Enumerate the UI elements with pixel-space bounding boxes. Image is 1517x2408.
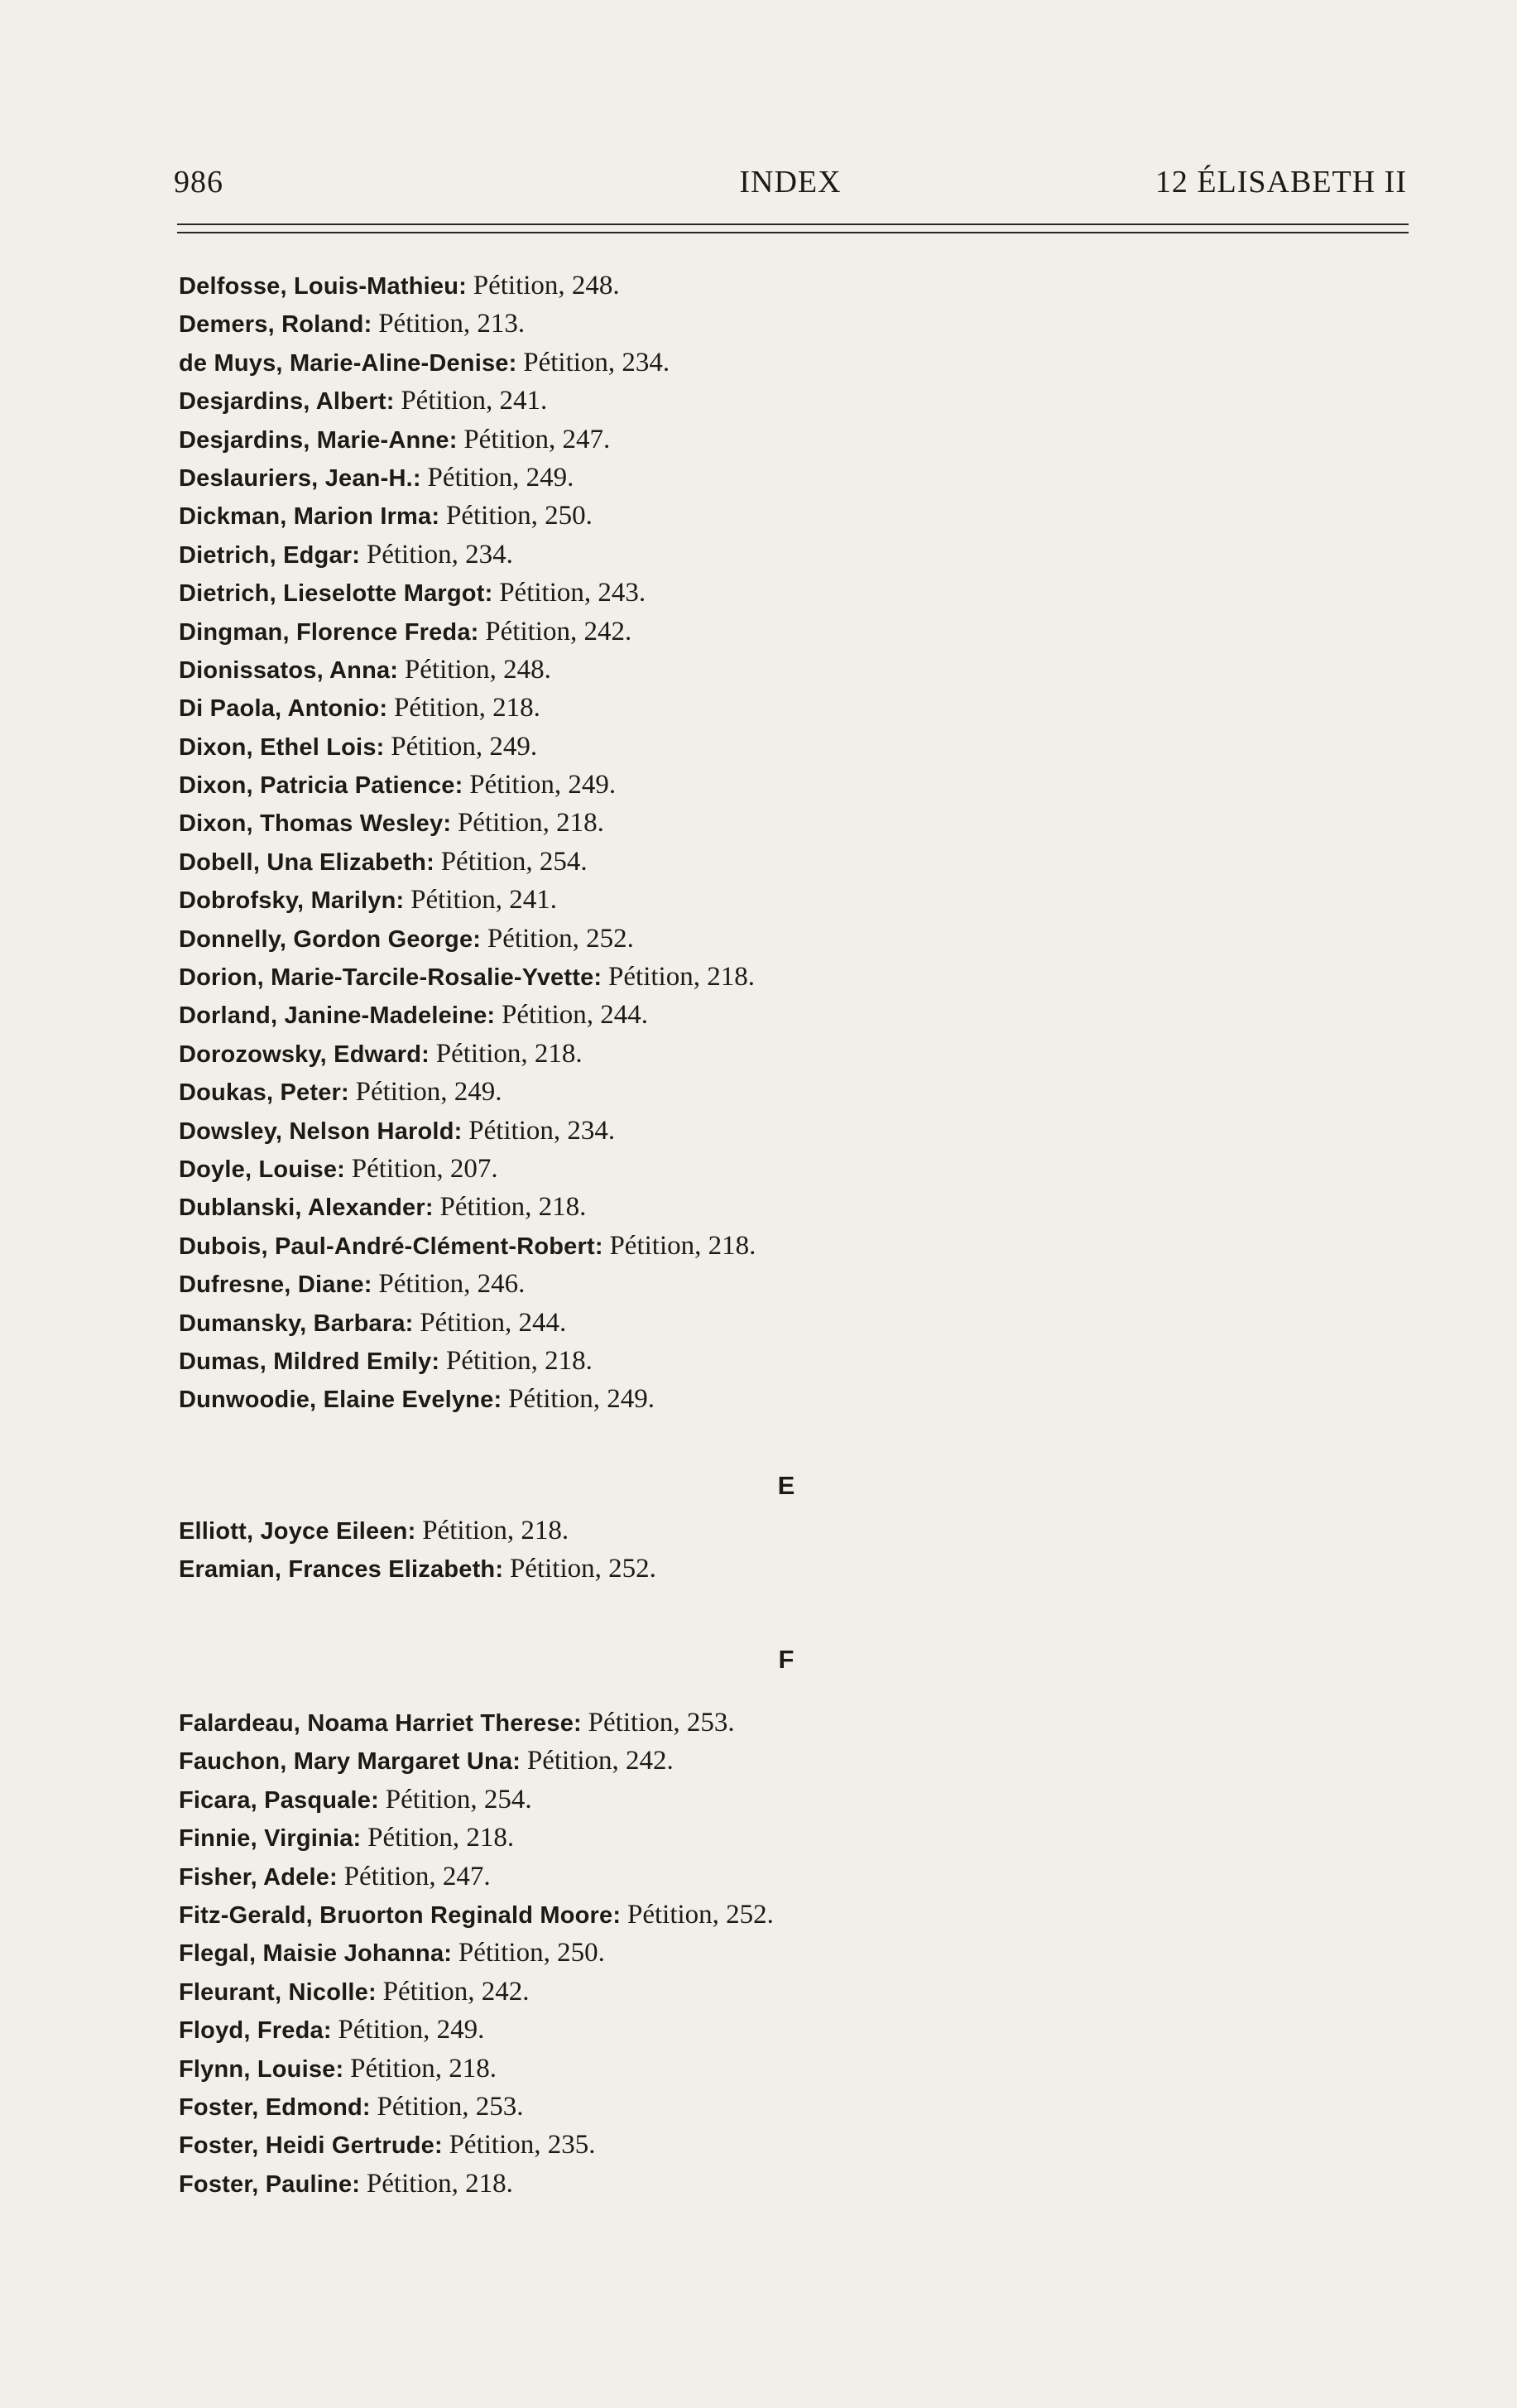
section-letter-f: F bbox=[778, 1645, 795, 1674]
entry-name: Dionissatos, Anna: bbox=[179, 656, 399, 684]
entry-reference: Pétition, 248. bbox=[473, 271, 620, 300]
index-entry bbox=[179, 382, 756, 420]
index-entry bbox=[179, 2165, 774, 2203]
entry-reference: Pétition, 250. bbox=[458, 1938, 605, 1968]
index-entry bbox=[179, 1304, 756, 1342]
entry-name: Dobell, Una Elizabeth: bbox=[179, 848, 434, 876]
entry-reference: Pétition, 249. bbox=[469, 770, 617, 800]
entry-reference: Pétition, 218. bbox=[350, 2053, 497, 2084]
index-entry bbox=[179, 996, 756, 1034]
entry-name: Falardeau, Noama Harriet Therese: bbox=[179, 1710, 582, 1737]
entry-name: Dunwoodie, Elaine Evelyne: bbox=[179, 1387, 502, 1414]
entry-name: Finnie, Virginia: bbox=[179, 1825, 362, 1853]
entry-reference: Pétition, 235. bbox=[449, 2130, 596, 2160]
entry-reference: Pétition, 234. bbox=[366, 539, 513, 570]
index-entry bbox=[179, 2088, 774, 2126]
entry-reference: Pétition, 249. bbox=[391, 731, 538, 762]
entry-reference: Pétition, 247. bbox=[343, 1861, 491, 1891]
entry-name: Foster, Pauline: bbox=[179, 2170, 361, 2198]
entry-reference: Pétition, 218. bbox=[457, 808, 604, 839]
index-entry bbox=[179, 689, 756, 727]
index-entry bbox=[179, 1973, 774, 2011]
entry-reference: Pétition, 249. bbox=[427, 462, 574, 493]
entry-reference: Pétition, 249. bbox=[338, 2015, 485, 2045]
entry-reference: Pétition, 218. bbox=[445, 1345, 593, 1376]
entry-name: Dorion, Marie-Tarcile-Rosalie-Yvette: bbox=[179, 964, 602, 992]
entry-reference: Pétition, 218. bbox=[366, 2168, 513, 2199]
index-entry bbox=[179, 881, 756, 919]
entry-reference: Pétition, 242. bbox=[382, 1976, 530, 2007]
index-entry bbox=[179, 2126, 774, 2164]
index-entry bbox=[179, 1112, 756, 1150]
entry-name: Dufresne, Diane: bbox=[179, 1271, 372, 1299]
entry-reference: Pétition, 246. bbox=[378, 1269, 526, 1300]
entry-reference: Pétition, 252. bbox=[626, 1899, 774, 1930]
index-entry bbox=[179, 536, 756, 574]
entry-reference: Pétition, 247. bbox=[463, 424, 611, 454]
section-letter-e: E bbox=[777, 1471, 795, 1500]
entry-reference: Pétition, 249. bbox=[355, 1077, 502, 1108]
index-entry bbox=[179, 459, 756, 497]
entry-name: Eramian, Frances Elizabeth: bbox=[179, 1556, 504, 1584]
index-entry bbox=[179, 1380, 756, 1418]
entry-name: Di Paola, Antonio: bbox=[179, 695, 388, 723]
index-entry bbox=[179, 1819, 774, 1857]
entry-name: Dickman, Marion Irma: bbox=[179, 503, 440, 531]
index-entry bbox=[179, 1934, 774, 1972]
entry-reference: Pétition, 218. bbox=[609, 1230, 756, 1261]
index-entry bbox=[179, 1265, 756, 1303]
entry-name: Elliott, Joyce Eileen: bbox=[179, 1518, 416, 1545]
entry-name: Fauchon, Mary Margaret Una: bbox=[179, 1748, 521, 1776]
entry-reference: Pétition, 254. bbox=[385, 1784, 532, 1814]
entry-name: Dublanski, Alexander: bbox=[179, 1194, 434, 1222]
index-entry bbox=[179, 766, 756, 804]
index-section-f bbox=[179, 1704, 774, 2203]
index-entry bbox=[179, 2050, 774, 2088]
entry-reference: Pétition, 244. bbox=[502, 1000, 648, 1031]
index-entry bbox=[179, 1073, 756, 1111]
entry-reference: Pétition, 252. bbox=[487, 923, 634, 954]
index-entry bbox=[179, 651, 756, 689]
entry-reference: Pétition, 218. bbox=[394, 693, 540, 723]
entry-reference: Pétition, 241. bbox=[401, 386, 548, 416]
index-entry bbox=[179, 1342, 756, 1380]
index-entry bbox=[179, 958, 756, 996]
entry-name: Donnelly, Gordon George: bbox=[179, 925, 482, 953]
index-entry bbox=[179, 1035, 756, 1073]
entry-reference: Pétition, 242. bbox=[526, 1746, 674, 1776]
entry-reference: Pétition, 254. bbox=[440, 846, 588, 877]
entry-name: Flegal, Maisie Johanna: bbox=[179, 1940, 453, 1968]
index-entry bbox=[179, 2011, 774, 2049]
index-entry bbox=[179, 1704, 774, 1742]
entry-name: Doyle, Louise: bbox=[179, 1156, 345, 1183]
entry-name: Foster, Edmond: bbox=[179, 2093, 371, 2121]
entry-reference: Pétition, 249. bbox=[508, 1384, 655, 1415]
entry-name: Dumansky, Barbara: bbox=[179, 1310, 414, 1337]
entry-reference: Pétition, 218. bbox=[422, 1516, 569, 1545]
entry-reference: Pétition, 234. bbox=[523, 347, 670, 377]
entry-reference: Pétition, 234. bbox=[468, 1115, 616, 1146]
index-section-e bbox=[179, 1512, 656, 1589]
entry-name: Doukas, Peter: bbox=[179, 1079, 349, 1107]
entry-reference: Pétition, 207. bbox=[351, 1153, 498, 1184]
entry-name: Floyd, Freda: bbox=[179, 2017, 332, 2045]
entry-name: Dixon, Patricia Patience: bbox=[179, 772, 463, 800]
entry-reference: Pétition, 243. bbox=[499, 578, 646, 608]
index-entry bbox=[179, 1858, 774, 1896]
index-entry bbox=[179, 1742, 774, 1780]
entry-reference: Pétition, 218. bbox=[435, 1038, 583, 1069]
index-entry bbox=[179, 843, 756, 881]
index-entry bbox=[179, 574, 756, 612]
index-entry bbox=[179, 1550, 656, 1588]
entry-name: Fisher, Adele: bbox=[179, 1863, 338, 1891]
entry-name: de Muys, Marie-Aline-Denise: bbox=[179, 349, 517, 377]
entry-name: Dowsley, Nelson Harold: bbox=[179, 1117, 463, 1145]
entry-name: Dubois, Paul-André-Clément-Robert: bbox=[179, 1233, 603, 1260]
entry-name: Fitz-Gerald, Bruorton Reginald Moore: bbox=[179, 1901, 622, 1929]
index-entry bbox=[179, 267, 756, 305]
entry-name: Desjardins, Marie-Anne: bbox=[179, 426, 458, 454]
index-entry bbox=[179, 1188, 756, 1226]
index-entry bbox=[179, 421, 756, 459]
header-rule-bottom bbox=[177, 232, 1409, 233]
page-number: 986 bbox=[174, 165, 223, 199]
entry-reference: Pétition, 244. bbox=[420, 1307, 567, 1338]
entry-name: Demers, Roland: bbox=[179, 311, 372, 339]
entry-reference: Pétition, 252. bbox=[509, 1554, 656, 1584]
entry-name: Dumas, Mildred Emily: bbox=[179, 1348, 440, 1375]
page-header bbox=[174, 164, 1407, 207]
reign-label: 12 ÉLISABETH II bbox=[1155, 165, 1407, 199]
entry-name: Desjardins, Albert: bbox=[179, 388, 395, 416]
page-title: INDEX bbox=[739, 165, 842, 199]
index-entry bbox=[179, 1227, 756, 1265]
index-entry bbox=[179, 344, 756, 382]
entry-reference: Pétition, 213. bbox=[378, 309, 526, 339]
entry-name: Flynn, Louise: bbox=[179, 2055, 344, 2083]
entry-reference: Pétition, 241. bbox=[410, 885, 558, 916]
index-entry bbox=[179, 305, 756, 343]
entry-name: Dobrofsky, Marilyn: bbox=[179, 887, 405, 915]
entry-reference: Pétition, 253. bbox=[588, 1708, 735, 1738]
entry-name: Dorozowsky, Edward: bbox=[179, 1041, 430, 1068]
entry-name: Delfosse, Louis-Mathieu: bbox=[179, 273, 467, 300]
entry-name: Dietrich, Lieselotte Margot: bbox=[179, 580, 493, 608]
entry-name: Deslauriers, Jean-H.: bbox=[179, 464, 421, 492]
entry-name: Dorland, Janine-Madeleine: bbox=[179, 1002, 496, 1030]
index-entry bbox=[179, 613, 756, 651]
entry-name: Dixon, Thomas Wesley: bbox=[179, 810, 452, 838]
index-entry bbox=[179, 1150, 756, 1188]
entry-reference: Pétition, 218. bbox=[608, 962, 755, 993]
index-entry bbox=[179, 728, 756, 766]
index-entry bbox=[179, 920, 756, 958]
entry-name: Dietrich, Edgar: bbox=[179, 541, 361, 569]
entry-name: Dixon, Ethel Lois: bbox=[179, 733, 385, 761]
index-entry bbox=[179, 1781, 774, 1819]
entry-name: Fleurant, Nicolle: bbox=[179, 1978, 377, 2006]
index-entry bbox=[179, 1896, 774, 1934]
entry-reference: Pétition, 218. bbox=[439, 1192, 587, 1223]
index-entry bbox=[179, 1512, 656, 1550]
entry-reference: Pétition, 242. bbox=[485, 616, 632, 646]
entry-reference: Pétition, 253. bbox=[377, 2091, 524, 2122]
index-entry bbox=[179, 497, 756, 535]
entry-reference: Pétition, 248. bbox=[404, 654, 551, 685]
index-section-d bbox=[179, 267, 756, 1419]
index-entry bbox=[179, 804, 756, 842]
entry-name: Foster, Heidi Gertrude: bbox=[179, 2132, 443, 2160]
entry-name: Ficara, Pasquale: bbox=[179, 1786, 379, 1814]
header-rule-top bbox=[177, 223, 1409, 225]
entry-reference: Pétition, 250. bbox=[445, 501, 593, 531]
entry-reference: Pétition, 218. bbox=[367, 1823, 515, 1853]
entry-name: Dingman, Florence Freda: bbox=[179, 618, 479, 646]
